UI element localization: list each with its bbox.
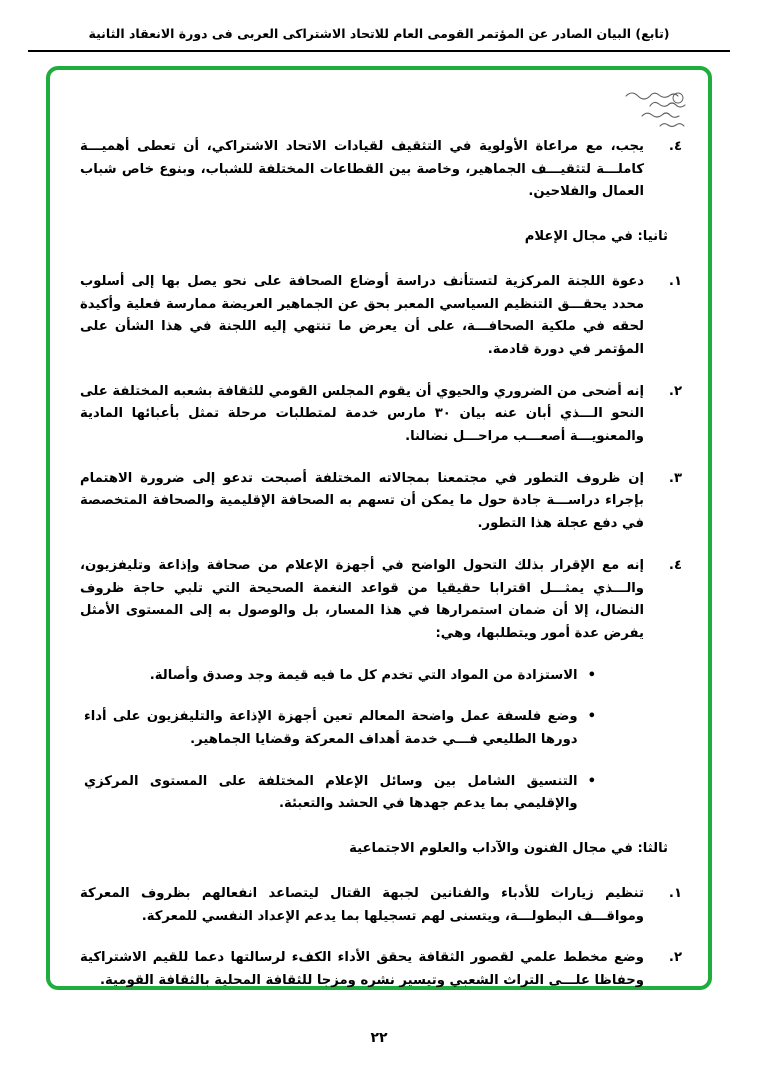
section-title-arts: ثالثا: في مجال الفنون والآداب والعلوم الاجتماعية xyxy=(349,841,668,857)
item-text: يجب، مع مراعاة الأولوية في التثقيف لقيادات الاتحاد الاشتراكي، أن تعطى أهميـــة كاملـــة لتثقيـــف الجماهير، وخاصة بين القطاعات المختلفة للشباب، وبنوع خاص شباب العمال والفلاحين. xyxy=(80,139,644,200)
header-divider xyxy=(28,50,730,52)
item-text: إنه أضحى من الضروري والحيوي أن يقوم المجلس القومي للثقافة بشعبه المختلفة على النحو الـــذي أبان عنه بيان ٣٠ مارس خدمة لمتطلبات مرحلة تمثل بأعبائها المادية والمعنويـــة أصعـــب مراحـــل نضالنا. xyxy=(80,383,644,445)
item-number: ٤. xyxy=(668,557,682,573)
item-number: ٢. xyxy=(668,383,682,399)
bullet-item xyxy=(84,771,596,816)
section-title-media: ثانيا: في مجال الإعلام xyxy=(524,229,668,245)
numbered-item xyxy=(80,468,682,536)
bullet-text: وضع فلسفة عمل واضحة المعالم تعين أجهزة الإذاعة والتليفزيون على أداء دورها الطليعي فـــي خدمة أهداف المعركة وقضايا الجماهير. xyxy=(84,709,578,748)
numbered-item xyxy=(80,271,682,362)
numbered-item xyxy=(80,883,682,928)
document-body xyxy=(50,70,708,986)
numbered-item xyxy=(80,555,682,646)
bullet-marker: • xyxy=(587,667,596,683)
item-text: إنه مع الإقرار بذلك التحول الواضح في أجهزة الإعلام من صحافة وإذاعة وتليفزيون، والـــذي يمثـــل اقترابا حقيقيا من قواعد النغمة الصحيحة التي تلبي حاجة ظروف النضال، إلا أن ضمان استمرارها في هذا المسار، بل والوصول به إلى المستوى الأمثل يفرض عدة أمور ويتطلبها، وهي: xyxy=(80,557,644,641)
page-header-title: (تابع) البيان الصادر عن المؤتمر القومى العام للاتحاد الاشتراكى العربى فى دورة الانعقاد الثانية xyxy=(88,26,670,41)
bullet-marker: • xyxy=(587,773,596,789)
numbered-item xyxy=(80,381,682,449)
item-text: تنظيم زيارات للأدباء والفنانين لجبهة القتال ليتصاعد انفعالهم بظروف المعركة ومواقـــف البطولـــة، ويتسنى لهم تسجيلها بما يدعم الإعداد النفسي للمعركة. xyxy=(80,885,644,924)
item-number: ٣. xyxy=(668,470,682,486)
page-number: ٢٢ xyxy=(370,1030,388,1046)
bullet-item xyxy=(84,665,596,688)
item-text: وضع مخطط علمي لقصور الثقافة يحقق الأداء الكفء لرسالتها دعما للقيم الاشتراكية وحفاظا علـــى التراث الشعبي وتيسير نشره ومزجا للثقافة المحلية بالثقافة القومية. xyxy=(80,950,644,988)
item-number: ١. xyxy=(668,273,682,289)
item-text: دعوة اللجنة المركزية لتستأنف دراسة أوضاع الصحافة على نحو يصل بها إلى أسلوب محدد يحقـــق التنظيم السياسي المعبر بحق عن الجماهير العريضة ممارسة فعلية وأكيدة لحقه في ملكية الصحافـــة، على أن يعرض ما تنتهي إليه اللجنة في هذا الشأن على المؤتمر في دورة قادمة. xyxy=(80,273,644,357)
item-number: ٤. xyxy=(668,139,682,154)
numbered-item xyxy=(80,136,682,204)
item-number: ٢. xyxy=(668,950,682,966)
numbered-item xyxy=(80,947,682,992)
bullet-text: التنسيق الشامل بين وسائل الإعلام المختلفة على المستوى المركزي والإقليمي بما يدعم جهدها في الحشد والتعبئة. xyxy=(84,773,578,812)
item-text: إن ظروف التطور في مجتمعنا بمجالاته المختلفة أصبحت تدعو إلى ضرورة الاهتمام بإجراء دراســـة جادة حول ما يمكن أن تسهم به الصحافة الإقليمية والصحافة المتخصصة في دفع عجلة هذا التطور. xyxy=(80,470,644,532)
bullet-marker: • xyxy=(587,709,596,725)
handwritten-stamp-icon xyxy=(620,86,692,134)
content-border-frame xyxy=(46,66,712,990)
bullet-text: الاستزادة من المواد التي تخدم كل ما فيه قيمة وجد وصدق وأصالة. xyxy=(149,667,578,683)
item-number: ١. xyxy=(668,885,682,901)
bullet-item xyxy=(84,706,596,751)
